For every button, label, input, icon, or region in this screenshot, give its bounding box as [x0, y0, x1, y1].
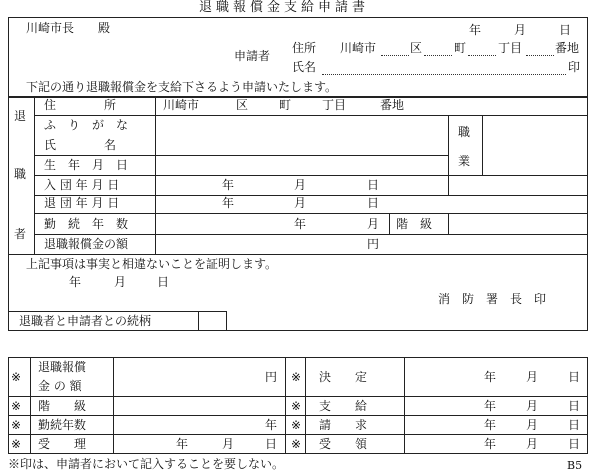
address-label: 住所 — [292, 41, 317, 55]
leave-day: 日 — [367, 196, 380, 210]
office-mark-2: ※ — [11, 399, 22, 413]
address-machi-blank[interactable] — [424, 55, 452, 56]
office-mark-decision: ※ — [291, 370, 302, 384]
applicant-seal: 印 — [568, 60, 581, 74]
row-service-label: 勤 続 年 数 — [44, 217, 129, 231]
address-city: 川崎市 — [340, 41, 377, 55]
office-mark-payment: ※ — [291, 399, 302, 413]
header-day: 日 — [559, 23, 572, 37]
receipt-month: 月 — [526, 437, 539, 451]
service-months-unit: 月 — [367, 217, 380, 231]
header-year: 年 — [469, 23, 482, 37]
row-address-machi: 町 — [279, 98, 292, 112]
decision-day: 日 — [568, 370, 581, 384]
name-label: 氏名 — [292, 60, 317, 74]
payment-month: 月 — [526, 399, 539, 413]
office-mark-receipt: ※ — [291, 437, 302, 451]
occupation-label-1: 職 — [458, 125, 471, 139]
address-machi: 町 — [454, 41, 467, 55]
leave-year: 年 — [222, 196, 235, 210]
certify-year: 年 — [69, 275, 82, 289]
addressee: 川崎市長 殿 — [26, 21, 111, 35]
claim-year: 年 — [484, 418, 497, 432]
row-address-city: 川崎市 — [163, 98, 200, 112]
office-mark-3: ※ — [11, 418, 22, 432]
relationship-label: 退職者と申請者との続柄 — [19, 314, 152, 328]
address-chome: 丁目 — [498, 41, 523, 55]
row-address-banchi: 番地 — [380, 98, 405, 112]
certify-month: 月 — [114, 275, 127, 289]
amount-yen-unit: 円 — [367, 237, 380, 251]
row-address-label: 住 所 — [44, 98, 117, 112]
row-leave-label: 退 団 年 月 日 — [44, 196, 120, 210]
office-mark-1: ※ — [11, 370, 22, 384]
row-address-chome: 丁目 — [322, 98, 347, 112]
row-shimei-label: 氏 名 — [44, 138, 117, 152]
office-amount-label-1: 退職報償 — [38, 360, 87, 374]
office-rank-label: 階 級 — [38, 399, 87, 413]
payment-year: 年 — [484, 399, 497, 413]
address-banchi-blank[interactable] — [526, 55, 554, 56]
acceptance-day: 日 — [265, 437, 278, 451]
acceptance-year: 年 — [176, 437, 189, 451]
leave-month: 月 — [294, 196, 307, 210]
receipt-day: 日 — [568, 437, 581, 451]
office-claim-label: 請 求 — [319, 418, 368, 432]
decision-year: 年 — [484, 370, 497, 384]
address-ku: 区 — [410, 41, 423, 55]
applicant-name-field[interactable] — [322, 74, 566, 75]
row-address-ku: 区 — [236, 98, 249, 112]
certify-text: 上記事項は事実と相違ないことを証明します。 — [26, 257, 278, 271]
address-banchi: 番地 — [555, 41, 580, 55]
row-birth-label: 生 年 月 日 — [44, 158, 129, 172]
acceptance-month: 月 — [222, 437, 235, 451]
service-years-unit: 年 — [294, 217, 307, 231]
address-chome-blank[interactable] — [468, 55, 496, 56]
address-ku-blank[interactable] — [381, 55, 409, 56]
retiree-label-1: 退 — [14, 109, 27, 123]
applicant-label: 申請者 — [234, 49, 271, 63]
retiree-label-2: 職 — [14, 167, 27, 181]
row-amount-label: 退職報償金の額 — [44, 237, 129, 251]
office-service-label: 勤続年数 — [38, 418, 87, 432]
claim-month: 月 — [526, 418, 539, 432]
row-rank-label: 階 級 — [396, 217, 433, 231]
receipt-year: 年 — [484, 437, 497, 451]
paper-size: B5 — [567, 459, 583, 472]
join-year: 年 — [222, 178, 235, 192]
join-month: 月 — [294, 178, 307, 192]
payment-day: 日 — [568, 399, 581, 413]
claim-day: 日 — [568, 418, 581, 432]
decision-month: 月 — [526, 370, 539, 384]
retiree-label-3: 者 — [14, 227, 27, 241]
occupation-label-2: 業 — [458, 154, 471, 168]
office-mark-claim: ※ — [291, 418, 302, 432]
form-title: 退職報償金支給申請書 — [199, 0, 370, 15]
row-furigana-label: ふ り が な — [44, 118, 129, 132]
office-yen-unit: 円 — [265, 370, 278, 384]
certify-day: 日 — [157, 275, 170, 289]
header-month: 月 — [514, 23, 527, 37]
request-text: 下記の通り退職報償金を支給下さるよう申請いたします。 — [26, 80, 338, 94]
office-receipt-label: 受 領 — [319, 437, 368, 451]
office-mark-4: ※ — [11, 437, 22, 451]
office-payment-label: 支 給 — [319, 399, 368, 413]
office-service-year-unit: 年 — [265, 418, 278, 432]
office-amount-label-2: 金 の 額 — [38, 379, 82, 393]
footnote: ※印は、申請者において記入することを要しない。 — [8, 457, 285, 471]
fire-chief-seal: 消 防 署 長 印 — [438, 292, 547, 306]
join-day: 日 — [367, 178, 380, 192]
office-acceptance-label: 受 理 — [38, 437, 87, 451]
row-join-label: 入 団 年 月 日 — [44, 178, 120, 192]
office-decision-label: 決 定 — [319, 370, 368, 384]
